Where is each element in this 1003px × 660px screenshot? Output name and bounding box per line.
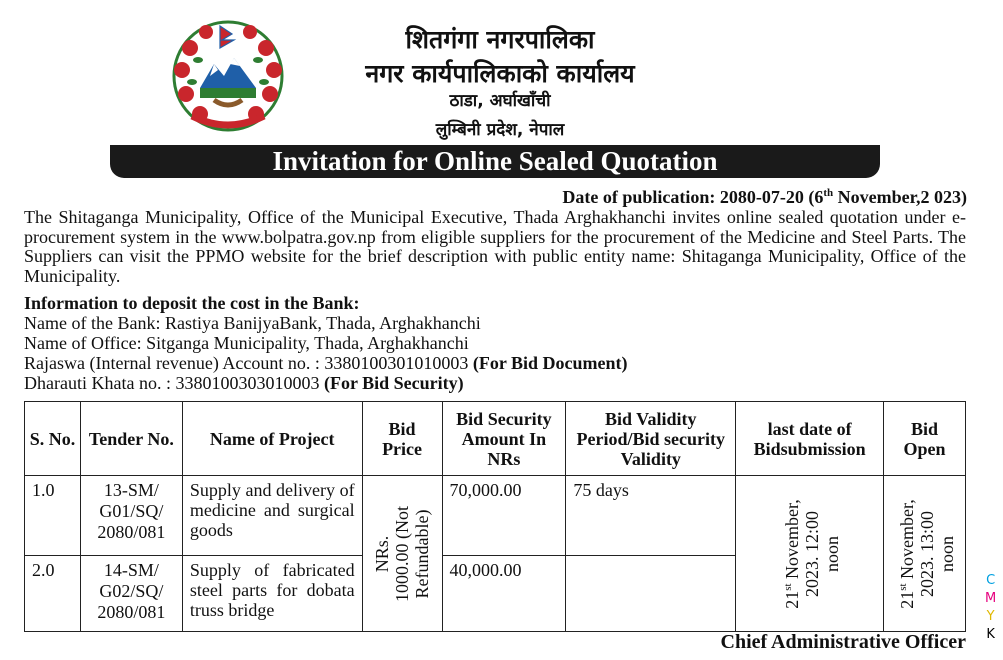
dharauti-account: Dharauti Khata no. : 3380100303010003 (For Bid Security) bbox=[24, 373, 464, 393]
tender-table bbox=[24, 401, 966, 632]
bank-info-heading: Information to deposit the cost in the Bank: bbox=[24, 293, 360, 313]
cmyk-k: K bbox=[986, 627, 995, 642]
province-country: लुम्बिनी प्रदेश, नेपाल bbox=[435, 120, 565, 140]
row2-security: 40,000.00 bbox=[442, 556, 566, 632]
bid-open-cell: 21st November, 2023. 13:00 noon bbox=[884, 476, 966, 632]
office-name: नगर कार्यपालिकाको कार्यालय bbox=[365, 59, 635, 88]
notice-title: Invitation for Online Sealed Quotation bbox=[110, 145, 880, 178]
rajaswa-account: Rajaswa (Internal revenue) Account no. : 3380100301010003 (For Bid Document) bbox=[24, 353, 628, 373]
row2-validity bbox=[566, 556, 736, 632]
col-sno: S. No. bbox=[25, 402, 81, 476]
col-tender-no: Tender No. bbox=[80, 402, 182, 476]
cmyk-marks bbox=[985, 572, 996, 644]
row2-sno: 2.0 bbox=[25, 556, 81, 632]
intro-paragraph: The Shitaganga Municipality, Office of the Municipal Executive, Thada Arghakhanchi invites online sealed quotation under e- procurement system in the www.bolpatra.gov.np from eligible suppliers for the procurement of the Medicine and Steel Parts. The Suppliers can visit the PPMO website for the brief description with public entity name: Shitaganga Municipality, Office of the Municipality. bbox=[24, 207, 966, 286]
row1-security: 70,000.00 bbox=[442, 476, 566, 556]
office-location: ठाडा, अर्घाखाँची bbox=[449, 91, 551, 111]
signer-title: Chief Administrative Officer bbox=[720, 631, 966, 653]
table-header-row bbox=[25, 402, 966, 476]
row2-project: Supply of fabricated steel parts for dobata truss bridge bbox=[182, 556, 362, 632]
col-bid-price: Bid Price bbox=[362, 402, 442, 476]
col-project: Name of Project bbox=[182, 402, 362, 476]
cmyk-y: Y bbox=[986, 609, 995, 624]
bank-name: Name of the Bank: Rastiya BanijyaBank, Thada, Arghakhanchi bbox=[24, 313, 481, 333]
row1-validity: 75 days bbox=[566, 476, 736, 556]
cmyk-c: C bbox=[986, 573, 996, 588]
table-row bbox=[25, 476, 966, 556]
last-date-cell: 21st November, 2023. 12:00 noon bbox=[736, 476, 884, 632]
publication-date: Date of publication: 2080-07-20 (6th November,2 023) bbox=[562, 187, 967, 207]
municipality-name: शितगंगा नगरपालिका bbox=[405, 25, 595, 54]
col-bid-security: Bid Security Amount In NRs bbox=[442, 402, 566, 476]
row2-tender: 14-SM/ G02/SQ/ 2080/081 bbox=[80, 556, 182, 632]
office-name-line: Name of Office: Sitganga Municipality, Thada, Arghakhanchi bbox=[24, 333, 469, 353]
row1-project: Supply and delivery of medicine and surgical goods bbox=[182, 476, 362, 556]
cmyk-m: M bbox=[985, 591, 997, 606]
municipality-emblem bbox=[170, 18, 286, 134]
col-last-date: last date of Bidsubmission bbox=[736, 402, 884, 476]
col-bid-validity: Bid Validity Period/Bid security Validity bbox=[566, 402, 736, 476]
col-bid-open: Bid Open bbox=[884, 402, 966, 476]
bid-price-cell: NRs. 1000.00 (Not Refundable) bbox=[362, 476, 442, 632]
row1-tender: 13-SM/ G01/SQ/ 2080/081 bbox=[80, 476, 182, 556]
row1-sno: 1.0 bbox=[25, 476, 81, 556]
